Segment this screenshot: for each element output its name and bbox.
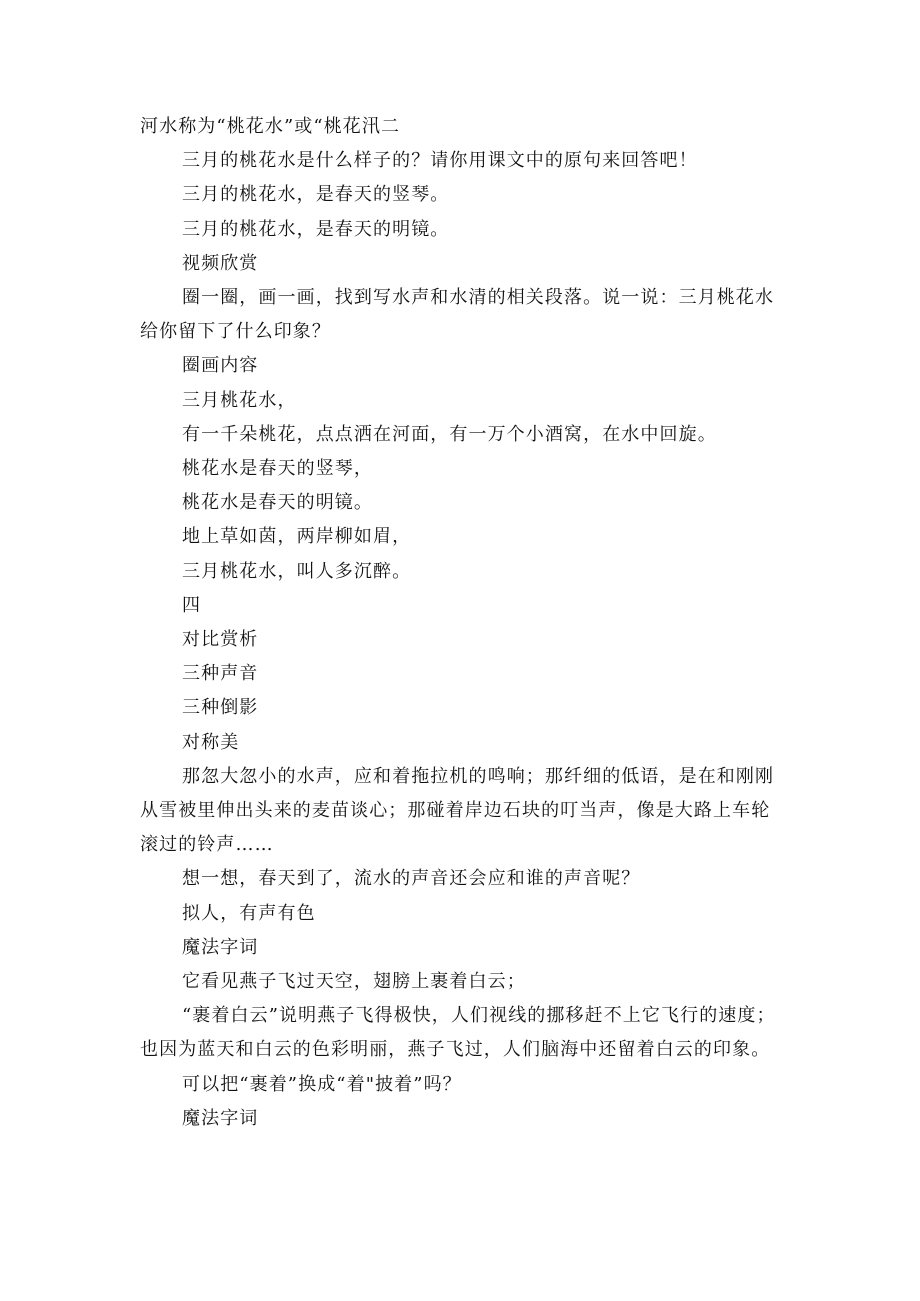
paragraph: 那忽大忽小的水声，应和着拖拉机的鸣响；那纤细的低语，是在和刚刚从雪被里伸出头来的麦苗谈心；那碰着岸边石块的叮当声，像是大路上车轮滚过的铃声…… (140, 765, 775, 856)
paragraph: 三种声音 (182, 663, 259, 685)
paragraph: 它看见燕子飞过天空，翅膀上裹着白云； (182, 971, 526, 993)
paragraph: 桃花水是春天的竖琴， (182, 458, 373, 480)
paragraph: 魔法字词 (182, 936, 259, 958)
paragraph: 魔法字词 (182, 1107, 259, 1129)
paragraph: 对比赏析 (182, 629, 259, 651)
paragraph: 视频欣赏 (182, 252, 259, 274)
paragraph: 河水称为“桃花水”或“桃花汛二 (140, 116, 401, 137)
paragraph: 三月的桃花水，是春天的竖琴。 (182, 184, 450, 206)
paragraph: 地上草如茵，两岸柳如眉， (182, 526, 412, 548)
paragraph: 四 (182, 594, 202, 616)
paragraph: 拟人，有声有色 (182, 902, 316, 924)
paragraph: 可以把“裹着”换成“着"披着”吗？ (182, 1073, 462, 1095)
paragraph: 圈一圈，画一画，找到写水声和水清的相关段落。说一说：三月桃花水给你留下了什么印象？ (140, 287, 775, 343)
paragraph: 有一千朵桃花，点点洒在河面，有一万个小酒窝，在水中回旋。 (182, 423, 717, 445)
paragraph: “裹着白云”说明燕子飞得极快，人们视线的挪移赶不上它飞行的速度；也因为蓝天和白云的色彩明丽，燕子飞过，人们脑海中还留着白云的印象。 (140, 1005, 776, 1061)
paragraph: 圈画内容 (182, 355, 259, 377)
paragraph: 三月桃花水，叫人多沉醉。 (182, 560, 412, 582)
paragraph: 三种倒影 (182, 697, 259, 719)
paragraph: 想一想，春天到了，流水的声音还会应和谁的声音呢？ (182, 868, 641, 890)
paragraph: 三月的桃花水，是春天的明镜。 (182, 218, 450, 240)
document-body (140, 110, 780, 1136)
paragraph: 三月桃花水， (182, 389, 297, 411)
paragraph: 对称美 (182, 731, 240, 753)
paragraph: 三月的桃花水是什么样子的？请你用课文中的原句来回答吧！ (182, 150, 698, 172)
paragraph: 桃花水是春天的明镜。 (182, 492, 373, 514)
